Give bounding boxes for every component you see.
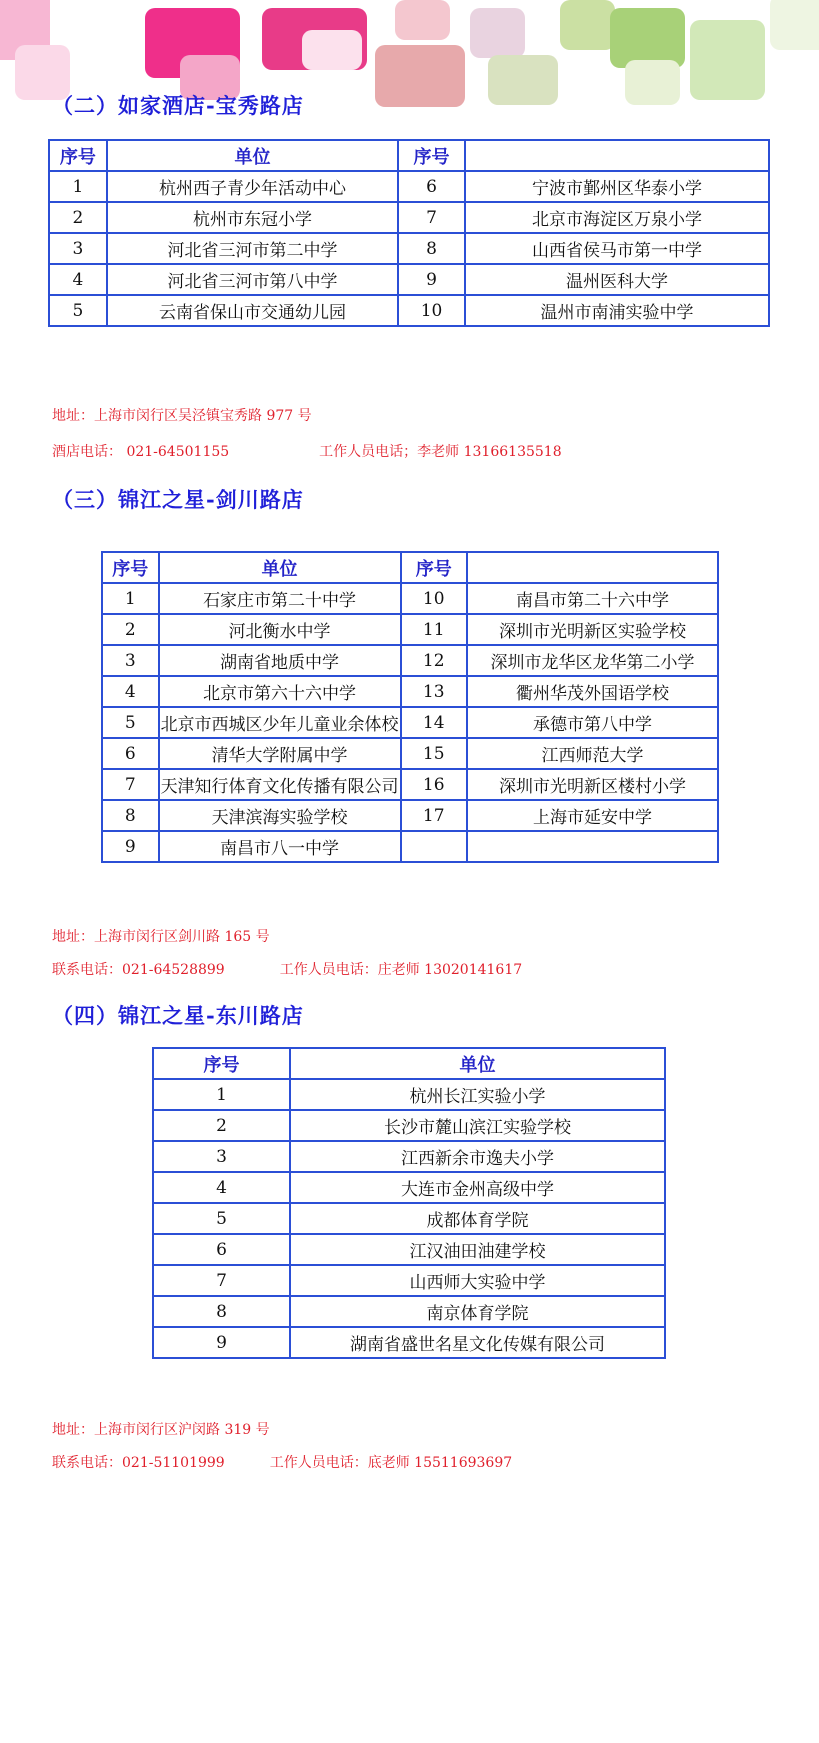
table-row: 8 天津滨海实验学校 17 上海市延安中学: [102, 800, 718, 831]
table-row: 5 北京市西城区少年儿童业余体校 14 承德市第八中学: [102, 707, 718, 738]
table-row: 3 湖南省地质中学 12 深圳市龙华区龙华第二小学: [102, 645, 718, 676]
table-row: 1 杭州西子青少年活动中心 6 宁波市鄞州区华泰小学: [49, 171, 769, 202]
table-row: 6 清华大学附属中学 15 江西师范大学: [102, 738, 718, 769]
table-row: 9 南昌市八一中学: [102, 831, 718, 862]
contact-line: [52, 959, 522, 979]
table-row: 2 长沙市麓山滨江实验学校: [153, 1110, 665, 1141]
col-header-index: 序号: [398, 140, 465, 171]
staff-phone: 工作人员电话：底老师 15511693697: [269, 1455, 513, 1471]
col-header-index: 序号: [153, 1048, 290, 1079]
table-row: 5 云南省保山市交通幼儿园 10 温州市南浦实验中学: [49, 295, 769, 326]
section-heading-dongchuan: （四）锦江之星-东川路店: [52, 1003, 304, 1028]
table-row: 5 成都体育学院: [153, 1203, 665, 1234]
table-header-row: [102, 552, 718, 583]
col-header-index: 序号: [102, 552, 159, 583]
col-header-unit: [467, 552, 718, 583]
table-row: 4 河北省三河市第八中学 9 温州医科大学: [49, 264, 769, 295]
col-header-unit: 单位: [290, 1048, 665, 1079]
table-row: 7 天津知行体育文化传播有限公司 16 深圳市光明新区楼村小学: [102, 769, 718, 800]
hotel-table-dongchuan: [152, 1047, 666, 1359]
contact-line: [52, 1452, 512, 1472]
staff-phone: 工作人员电话：庄老师 13020141617: [279, 962, 523, 978]
table-row: 7 山西师大实验中学: [153, 1265, 665, 1296]
table-row: 4 北京市第六十六中学 13 衢州华茂外国语学校: [102, 676, 718, 707]
table-row: 8 南京体育学院: [153, 1296, 665, 1327]
section-heading-jianchuan: （三）锦江之星-剑川路店: [52, 487, 304, 512]
table-row: 3 江西新余市逸夫小学: [153, 1141, 665, 1172]
col-header-index: 序号: [401, 552, 467, 583]
table-row: 1 石家庄市第二十中学 10 南昌市第二十六中学: [102, 583, 718, 614]
col-header-index: 序号: [49, 140, 107, 171]
hotel-table-rujia: [48, 139, 770, 327]
table-row: 3 河北省三河市第二中学 8 山西省侯马市第一中学: [49, 233, 769, 264]
hotel-phone: 联系电话：021-51101999: [52, 1455, 225, 1471]
table-row: 6 江汉油田油建学校: [153, 1234, 665, 1265]
hotel-phone: 酒店电话： 021-64501155: [52, 444, 230, 460]
contact-line: [52, 441, 562, 461]
table-row: 4 大连市金州高级中学: [153, 1172, 665, 1203]
table-header-row: [49, 140, 769, 171]
staff-phone: 工作人员电话；李老师 13166135518: [319, 444, 562, 460]
address-line: 地址：上海市闵行区吴泾镇宝秀路 977 号: [52, 408, 312, 424]
hotel-phone: 联系电话：021-64528899: [52, 962, 225, 978]
section-heading-rujia: （二）如家酒店-宝秀路店: [52, 93, 304, 118]
address-line: 地址：上海市闵行区沪闵路 319 号: [52, 1422, 270, 1438]
table-row: 9 湖南省盛世名星文化传媒有限公司: [153, 1327, 665, 1358]
table-row: 2 杭州市东冠小学 7 北京市海淀区万泉小学: [49, 202, 769, 233]
col-header-unit: [465, 140, 769, 171]
table-row: 2 河北衡水中学 11 深圳市光明新区实验学校: [102, 614, 718, 645]
table-header-row: [153, 1048, 665, 1079]
col-header-unit: 单位: [107, 140, 398, 171]
hotel-table-jianchuan: [101, 551, 719, 863]
col-header-unit: 单位: [159, 552, 401, 583]
address-line: 地址：上海市闵行区剑川路 165 号: [52, 929, 270, 945]
table-row: 1 杭州长江实验小学: [153, 1079, 665, 1110]
